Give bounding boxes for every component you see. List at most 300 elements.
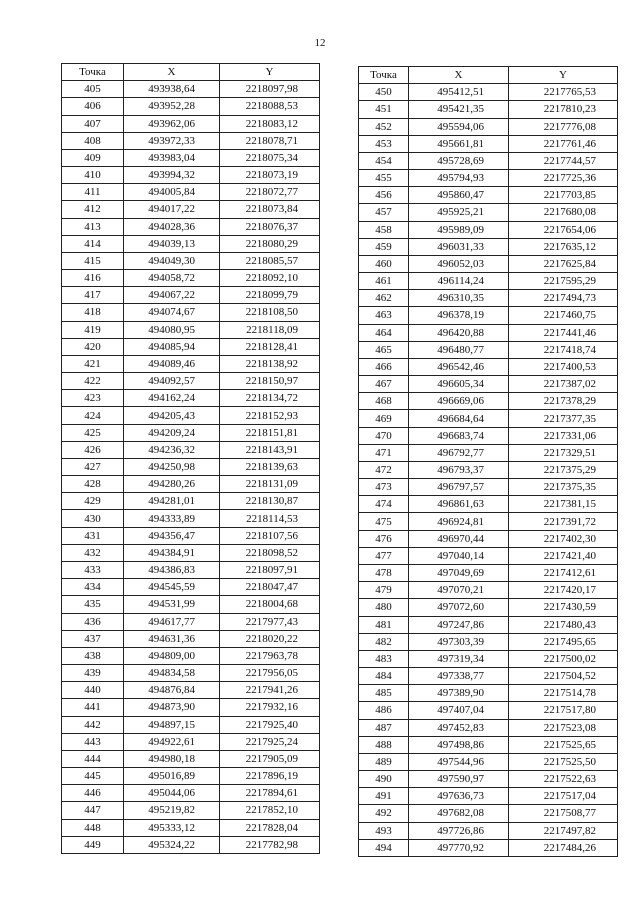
point-number-cell: 485	[359, 685, 409, 702]
point-number-cell: 406	[62, 98, 124, 115]
table-row	[62, 441, 320, 458]
x-coordinate-cell: 496793,37	[409, 461, 509, 478]
point-number-cell: 443	[62, 733, 124, 750]
point-number-cell: 439	[62, 665, 124, 682]
table-row	[62, 407, 320, 424]
table-row	[62, 98, 320, 115]
point-number-cell: 461	[359, 273, 409, 290]
x-coordinate-cell: 494205,43	[124, 407, 220, 424]
y-coordinate-cell: 2218130,87	[220, 493, 320, 510]
x-coordinate-cell: 497070,21	[409, 582, 509, 599]
point-number-cell: 451	[359, 101, 409, 118]
point-number-cell: 429	[62, 493, 124, 510]
point-number-cell: 411	[62, 184, 124, 201]
x-coordinate-cell: 497407,04	[409, 702, 509, 719]
y-coordinate-cell: 2218108,50	[220, 304, 320, 321]
table-row	[62, 201, 320, 218]
x-coordinate-cell: 494922,61	[124, 733, 220, 750]
y-coordinate-cell: 2218139,63	[220, 458, 320, 475]
y-coordinate-cell: 2217418,74	[509, 341, 618, 358]
point-number-cell: 482	[359, 633, 409, 650]
x-coordinate-cell: 497303,39	[409, 633, 509, 650]
table-row	[62, 682, 320, 699]
table-row	[62, 579, 320, 596]
y-coordinate-cell: 2217331,06	[509, 427, 618, 444]
point-number-cell: 426	[62, 441, 124, 458]
point-number-cell: 481	[359, 616, 409, 633]
point-number-cell: 484	[359, 668, 409, 685]
header-point: Точка	[359, 67, 409, 84]
x-coordinate-cell: 494017,22	[124, 201, 220, 218]
point-number-cell: 437	[62, 630, 124, 647]
x-coordinate-cell: 494080,95	[124, 321, 220, 338]
y-coordinate-cell: 2217494,73	[509, 290, 618, 307]
table-row	[62, 235, 320, 252]
x-coordinate-cell: 495016,89	[124, 768, 220, 785]
y-coordinate-cell: 2218080,29	[220, 235, 320, 252]
table-row	[359, 753, 618, 770]
point-number-cell: 450	[359, 84, 409, 101]
point-number-cell: 478	[359, 564, 409, 581]
point-number-cell: 444	[62, 750, 124, 767]
table-row	[359, 118, 618, 135]
x-coordinate-cell: 496542,46	[409, 358, 509, 375]
table-row	[359, 461, 618, 478]
point-number-cell: 493	[359, 822, 409, 839]
point-number-cell: 483	[359, 650, 409, 667]
table-row	[62, 132, 320, 149]
point-number-cell: 438	[62, 647, 124, 664]
coordinates-table-left	[61, 63, 320, 854]
point-number-cell: 467	[359, 376, 409, 393]
table-row	[359, 427, 618, 444]
table-row	[62, 647, 320, 664]
x-coordinate-cell: 494386,83	[124, 561, 220, 578]
x-coordinate-cell: 497544,96	[409, 753, 509, 770]
point-number-cell: 421	[62, 355, 124, 372]
x-coordinate-cell: 497389,90	[409, 685, 509, 702]
point-number-cell: 459	[359, 238, 409, 255]
x-coordinate-cell: 493938,64	[124, 81, 220, 98]
y-coordinate-cell: 2217480,43	[509, 616, 618, 633]
y-coordinate-cell: 2218098,52	[220, 544, 320, 561]
table-row	[359, 84, 618, 101]
point-number-cell: 440	[62, 682, 124, 699]
y-coordinate-cell: 2217517,80	[509, 702, 618, 719]
table-row	[359, 393, 618, 410]
point-number-cell: 430	[62, 510, 124, 527]
x-coordinate-cell: 496797,57	[409, 479, 509, 496]
y-coordinate-cell: 2218097,91	[220, 561, 320, 578]
point-number-cell: 462	[359, 290, 409, 307]
y-coordinate-cell: 2217941,26	[220, 682, 320, 699]
table-row	[359, 479, 618, 496]
table-row	[62, 390, 320, 407]
y-coordinate-cell: 2218151,81	[220, 424, 320, 441]
x-coordinate-cell: 494209,24	[124, 424, 220, 441]
y-coordinate-cell: 2217514,78	[509, 685, 618, 702]
table-row	[359, 771, 618, 788]
point-number-cell: 405	[62, 81, 124, 98]
point-number-cell: 412	[62, 201, 124, 218]
table-row	[359, 496, 618, 513]
point-number-cell: 413	[62, 218, 124, 235]
y-coordinate-cell: 2217377,35	[509, 410, 618, 427]
point-number-cell: 416	[62, 270, 124, 287]
x-coordinate-cell: 494980,18	[124, 750, 220, 767]
point-number-cell: 436	[62, 613, 124, 630]
table-row	[62, 819, 320, 836]
y-coordinate-cell: 2218134,72	[220, 390, 320, 407]
x-coordinate-cell: 494089,46	[124, 355, 220, 372]
x-coordinate-cell: 496669,06	[409, 393, 509, 410]
y-coordinate-cell: 2218107,56	[220, 527, 320, 544]
table-row	[359, 633, 618, 650]
x-coordinate-cell: 494162,24	[124, 390, 220, 407]
y-coordinate-cell: 2217595,29	[509, 273, 618, 290]
y-coordinate-cell: 2217375,29	[509, 461, 618, 478]
y-coordinate-cell: 2218150,97	[220, 373, 320, 390]
y-coordinate-cell: 2218138,92	[220, 355, 320, 372]
y-coordinate-cell: 2217375,35	[509, 479, 618, 496]
y-coordinate-cell: 2217761,46	[509, 135, 618, 152]
x-coordinate-cell: 494384,91	[124, 544, 220, 561]
point-number-cell: 491	[359, 788, 409, 805]
x-coordinate-cell: 494074,67	[124, 304, 220, 321]
x-coordinate-cell: 495324,22	[124, 836, 220, 853]
point-number-cell: 408	[62, 132, 124, 149]
x-coordinate-cell: 495333,12	[124, 819, 220, 836]
x-coordinate-cell: 497726,86	[409, 822, 509, 839]
x-coordinate-cell: 496924,81	[409, 513, 509, 530]
table-row	[62, 733, 320, 750]
table-row	[359, 788, 618, 805]
x-coordinate-cell: 497590,97	[409, 771, 509, 788]
y-coordinate-cell: 2217523,08	[509, 719, 618, 736]
header-point: Точка	[62, 64, 124, 81]
point-number-cell: 435	[62, 596, 124, 613]
point-number-cell: 490	[359, 771, 409, 788]
table-row	[359, 101, 618, 118]
x-coordinate-cell: 494058,72	[124, 270, 220, 287]
x-coordinate-cell: 495989,09	[409, 221, 509, 238]
x-coordinate-cell: 497498,86	[409, 736, 509, 753]
point-number-cell: 453	[359, 135, 409, 152]
table-row	[62, 785, 320, 802]
header-x: X	[124, 64, 220, 81]
table-row	[62, 768, 320, 785]
table-row	[62, 665, 320, 682]
y-coordinate-cell: 2218047,47	[220, 579, 320, 596]
point-number-cell: 474	[359, 496, 409, 513]
point-number-cell: 452	[359, 118, 409, 135]
table-row	[359, 650, 618, 667]
point-number-cell: 415	[62, 252, 124, 269]
y-coordinate-cell: 2217484,26	[509, 839, 618, 856]
table-row	[62, 458, 320, 475]
y-coordinate-cell: 2217421,40	[509, 547, 618, 564]
y-coordinate-cell: 2218078,71	[220, 132, 320, 149]
x-coordinate-cell: 495925,21	[409, 204, 509, 221]
header-y: Y	[220, 64, 320, 81]
point-number-cell: 470	[359, 427, 409, 444]
point-number-cell: 409	[62, 149, 124, 166]
y-coordinate-cell: 2217525,65	[509, 736, 618, 753]
point-number-cell: 494	[359, 839, 409, 856]
point-number-cell: 489	[359, 753, 409, 770]
y-coordinate-cell: 2217508,77	[509, 805, 618, 822]
y-coordinate-cell: 2217744,57	[509, 152, 618, 169]
point-number-cell: 463	[359, 307, 409, 324]
y-coordinate-cell: 2218020,22	[220, 630, 320, 647]
table-row	[62, 167, 320, 184]
y-coordinate-cell: 2218099,79	[220, 287, 320, 304]
table-row	[62, 527, 320, 544]
x-coordinate-cell: 494531,99	[124, 596, 220, 613]
point-number-cell: 425	[62, 424, 124, 441]
x-coordinate-cell: 497452,83	[409, 719, 509, 736]
x-coordinate-cell: 497319,34	[409, 650, 509, 667]
x-coordinate-cell: 494085,94	[124, 338, 220, 355]
table-row	[62, 218, 320, 235]
x-coordinate-cell: 494281,01	[124, 493, 220, 510]
y-coordinate-cell: 2218075,34	[220, 149, 320, 166]
table-row	[359, 547, 618, 564]
y-coordinate-cell: 2217391,72	[509, 513, 618, 530]
y-coordinate-cell: 2218097,98	[220, 81, 320, 98]
point-number-cell: 471	[359, 444, 409, 461]
x-coordinate-cell: 496684,64	[409, 410, 509, 427]
x-coordinate-cell: 494873,90	[124, 699, 220, 716]
table-row	[62, 561, 320, 578]
y-coordinate-cell: 2218004,68	[220, 596, 320, 613]
table-row	[359, 273, 618, 290]
x-coordinate-cell: 494631,36	[124, 630, 220, 647]
point-number-cell: 472	[359, 461, 409, 478]
table-row	[359, 376, 618, 393]
table-row	[62, 287, 320, 304]
x-coordinate-cell: 497682,08	[409, 805, 509, 822]
x-coordinate-cell: 497338,77	[409, 668, 509, 685]
x-coordinate-cell: 494876,84	[124, 682, 220, 699]
x-coordinate-cell: 494834,58	[124, 665, 220, 682]
x-coordinate-cell: 495044,06	[124, 785, 220, 802]
x-coordinate-cell: 494333,89	[124, 510, 220, 527]
y-coordinate-cell: 2218073,19	[220, 167, 320, 184]
y-coordinate-cell: 2217894,61	[220, 785, 320, 802]
y-coordinate-cell: 2217932,16	[220, 699, 320, 716]
point-number-cell: 434	[62, 579, 124, 596]
point-number-cell: 480	[359, 599, 409, 616]
x-coordinate-cell: 496378,19	[409, 307, 509, 324]
page-number: 12	[314, 37, 326, 49]
table-row	[62, 115, 320, 132]
point-number-cell: 456	[359, 187, 409, 204]
point-number-cell: 488	[359, 736, 409, 753]
y-coordinate-cell: 2217500,02	[509, 650, 618, 667]
x-coordinate-cell: 496605,34	[409, 376, 509, 393]
y-coordinate-cell: 2217703,85	[509, 187, 618, 204]
x-coordinate-cell: 496792,77	[409, 444, 509, 461]
x-coordinate-cell: 495412,51	[409, 84, 509, 101]
table-row	[62, 802, 320, 819]
y-coordinate-cell: 2217517,04	[509, 788, 618, 805]
x-coordinate-cell: 496114,24	[409, 273, 509, 290]
table-row	[359, 582, 618, 599]
y-coordinate-cell: 2217680,08	[509, 204, 618, 221]
table-row	[359, 668, 618, 685]
x-coordinate-cell: 494280,26	[124, 476, 220, 493]
point-number-cell: 433	[62, 561, 124, 578]
point-number-cell: 417	[62, 287, 124, 304]
point-number-cell: 428	[62, 476, 124, 493]
point-number-cell: 486	[359, 702, 409, 719]
x-coordinate-cell: 494236,32	[124, 441, 220, 458]
y-coordinate-cell: 2217810,23	[509, 101, 618, 118]
x-coordinate-cell: 493972,33	[124, 132, 220, 149]
y-coordinate-cell: 2218092,10	[220, 270, 320, 287]
x-coordinate-cell: 495421,35	[409, 101, 509, 118]
x-coordinate-cell: 495219,82	[124, 802, 220, 819]
x-coordinate-cell: 497770,92	[409, 839, 509, 856]
y-coordinate-cell: 2217504,52	[509, 668, 618, 685]
table-row	[62, 716, 320, 733]
point-number-cell: 423	[62, 390, 124, 407]
table-row	[62, 750, 320, 767]
x-coordinate-cell: 496683,74	[409, 427, 509, 444]
table-row	[359, 822, 618, 839]
x-coordinate-cell: 494005,84	[124, 184, 220, 201]
point-number-cell: 424	[62, 407, 124, 424]
table-row	[62, 544, 320, 561]
x-coordinate-cell: 495594,06	[409, 118, 509, 135]
y-coordinate-cell: 2218088,53	[220, 98, 320, 115]
y-coordinate-cell: 2217460,75	[509, 307, 618, 324]
point-number-cell: 445	[62, 768, 124, 785]
y-coordinate-cell: 2218073,84	[220, 201, 320, 218]
y-coordinate-cell: 2217420,17	[509, 582, 618, 599]
y-coordinate-cell: 2217956,05	[220, 665, 320, 682]
x-coordinate-cell: 494067,22	[124, 287, 220, 304]
x-coordinate-cell: 497072,60	[409, 599, 509, 616]
table-header-row	[359, 67, 618, 84]
y-coordinate-cell: 2218128,41	[220, 338, 320, 355]
x-coordinate-cell: 496480,77	[409, 341, 509, 358]
point-number-cell: 457	[359, 204, 409, 221]
x-coordinate-cell: 493983,04	[124, 149, 220, 166]
table-row	[359, 410, 618, 427]
y-coordinate-cell: 2217430,59	[509, 599, 618, 616]
y-coordinate-cell: 2218114,53	[220, 510, 320, 527]
point-number-cell: 458	[359, 221, 409, 238]
y-coordinate-cell: 2217378,29	[509, 393, 618, 410]
point-number-cell: 422	[62, 373, 124, 390]
table-row	[62, 699, 320, 716]
table-row	[359, 719, 618, 736]
y-coordinate-cell: 2218085,57	[220, 252, 320, 269]
table-row	[62, 836, 320, 853]
y-coordinate-cell: 2217977,43	[220, 613, 320, 630]
table-header-row	[62, 64, 320, 81]
header-y: Y	[509, 67, 618, 84]
y-coordinate-cell: 2217635,12	[509, 238, 618, 255]
x-coordinate-cell: 496031,33	[409, 238, 509, 255]
table-row	[62, 149, 320, 166]
table-row	[359, 341, 618, 358]
point-number-cell: 414	[62, 235, 124, 252]
table-row	[359, 307, 618, 324]
point-number-cell: 454	[359, 152, 409, 169]
coordinates-table-right	[358, 66, 618, 857]
x-coordinate-cell: 497247,86	[409, 616, 509, 633]
x-coordinate-cell: 493952,28	[124, 98, 220, 115]
x-coordinate-cell: 493962,06	[124, 115, 220, 132]
y-coordinate-cell: 2217497,82	[509, 822, 618, 839]
table-row	[62, 373, 320, 390]
table-row	[359, 324, 618, 341]
point-number-cell: 477	[359, 547, 409, 564]
table-row	[62, 321, 320, 338]
y-coordinate-cell: 2217925,24	[220, 733, 320, 750]
point-number-cell: 447	[62, 802, 124, 819]
table-row	[359, 290, 618, 307]
table-row	[359, 616, 618, 633]
table-row	[62, 613, 320, 630]
point-number-cell: 441	[62, 699, 124, 716]
y-coordinate-cell: 2217381,15	[509, 496, 618, 513]
table-row	[62, 510, 320, 527]
table-row	[62, 493, 320, 510]
point-number-cell: 410	[62, 167, 124, 184]
x-coordinate-cell: 494356,47	[124, 527, 220, 544]
x-coordinate-cell: 497636,73	[409, 788, 509, 805]
x-coordinate-cell: 496052,03	[409, 255, 509, 272]
table-row	[359, 135, 618, 152]
y-coordinate-cell: 2218143,91	[220, 441, 320, 458]
table-row	[359, 736, 618, 753]
x-coordinate-cell: 493994,32	[124, 167, 220, 184]
table-row	[359, 187, 618, 204]
table-row	[62, 81, 320, 98]
x-coordinate-cell: 494545,59	[124, 579, 220, 596]
table-row	[359, 221, 618, 238]
table-row	[359, 255, 618, 272]
y-coordinate-cell: 2217400,53	[509, 358, 618, 375]
point-number-cell: 476	[359, 530, 409, 547]
x-coordinate-cell: 497040,14	[409, 547, 509, 564]
y-coordinate-cell: 2217522,63	[509, 771, 618, 788]
table-row	[62, 252, 320, 269]
y-coordinate-cell: 2217412,61	[509, 564, 618, 581]
point-number-cell: 427	[62, 458, 124, 475]
point-number-cell: 468	[359, 393, 409, 410]
point-number-cell: 431	[62, 527, 124, 544]
table-row	[359, 358, 618, 375]
table-row	[62, 270, 320, 287]
table-row	[359, 702, 618, 719]
y-coordinate-cell: 2217963,78	[220, 647, 320, 664]
table-row	[62, 184, 320, 201]
point-number-cell: 487	[359, 719, 409, 736]
y-coordinate-cell: 2218152,93	[220, 407, 320, 424]
point-number-cell: 449	[62, 836, 124, 853]
x-coordinate-cell: 494039,13	[124, 235, 220, 252]
x-coordinate-cell: 497049,69	[409, 564, 509, 581]
table-row	[359, 152, 618, 169]
y-coordinate-cell: 2218118,09	[220, 321, 320, 338]
table-row	[62, 355, 320, 372]
table-row	[359, 170, 618, 187]
